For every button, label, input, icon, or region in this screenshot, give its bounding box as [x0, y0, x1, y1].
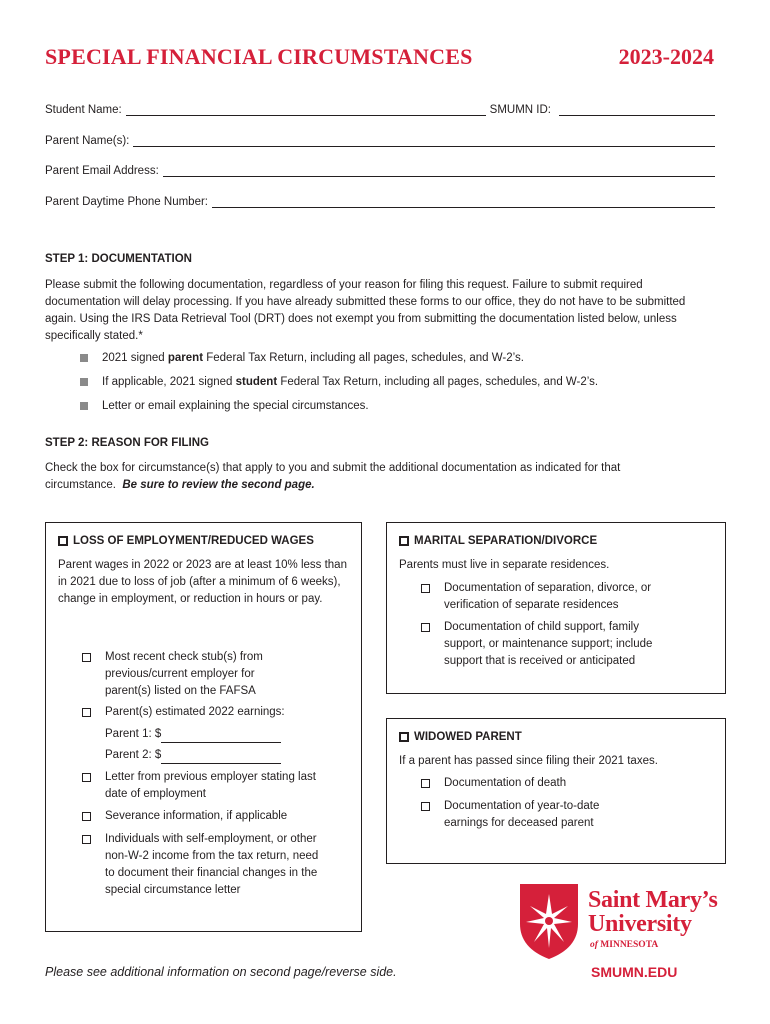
checkbox[interactable] [82, 773, 91, 782]
marital-checkbox[interactable] [399, 536, 409, 546]
checkbox[interactable] [421, 623, 430, 632]
widowed-title: WIDOWED PARENT [414, 731, 522, 743]
checkbox[interactable] [421, 584, 430, 593]
employment-box [45, 522, 362, 932]
marital-title: MARITAL SEPARATION/DIVORCE [414, 535, 598, 547]
step1-item: 2021 signed parent Federal Tax Return, including all pages, schedules, and W-2’s. [80, 352, 524, 364]
shield-star-icon [518, 882, 580, 960]
footer-note: Please see additional information on second page/reverse side. [45, 965, 397, 979]
checkbox[interactable] [421, 779, 430, 788]
website-link[interactable]: SMUMN.EDU [591, 964, 678, 980]
square-bullet-icon [80, 354, 88, 362]
parent-names-row [45, 134, 715, 147]
student-name-field[interactable] [126, 103, 486, 116]
parent-email-row [45, 164, 715, 177]
parent-email-label: Parent Email Address: [45, 165, 159, 177]
step2-emphasis: Be sure to review the second page. [122, 479, 315, 491]
employment-title: LOSS OF EMPLOYMENT/REDUCED WAGES [73, 535, 314, 547]
student-name-label: Student Name: [45, 104, 122, 116]
employment-item: Letter from previous employer stating last date of employment [82, 769, 322, 803]
step2-paragraph: Check the box for circumstance(s) that apply to you and submit the additional documentation as indicated for that circumstance. Be sure to review the second page. [45, 462, 621, 491]
parent-phone-field[interactable] [212, 195, 715, 208]
parent2-amount-field[interactable] [161, 751, 281, 764]
step1-item: If applicable, 2021 signed student Federal Tax Return, including all pages, schedules, and W-2’s. [80, 376, 598, 388]
checkbox[interactable] [82, 653, 91, 662]
page-title: SPECIAL FINANCIAL CIRCUMSTANCES [45, 44, 473, 69]
employment-checkbox[interactable] [58, 536, 68, 546]
marital-item: Documentation of separation, divorce, or verification of separate residences [421, 580, 681, 614]
employment-item: Individuals with self-employment, or other non-W-2 income from the tax return, need to document their financial changes in the special circumstance letter [82, 831, 327, 899]
checkbox[interactable] [82, 708, 91, 717]
parent1-earnings: Parent 1: $ [105, 726, 281, 743]
student-info-row [45, 103, 715, 116]
widowed-description: If a parent has passed since filing their 2021 taxes. [399, 755, 658, 767]
checkbox[interactable] [421, 802, 430, 811]
marital-item: Documentation of child support, family support, or maintenance support; include support that is received or anticipated [421, 619, 671, 670]
step1-paragraph: Please submit the following documentation, regardless of your reason for filing this request. Failure to submit required documentation will delay processing. If you have already submitted these forms to our office, they do not have to be submitted again. Using the IRS Data Retrieval Tool (DRT) does not exempt you from submitting the documentation listed below, unless specifically stated.* [45, 279, 686, 342]
checkbox[interactable] [82, 812, 91, 821]
widowed-checkbox[interactable] [399, 732, 409, 742]
square-bullet-icon [80, 378, 88, 386]
marital-box [386, 522, 726, 694]
smumn-id-label: SMUMN ID: [489, 104, 551, 116]
step1-heading: STEP 1: DOCUMENTATION [45, 253, 192, 265]
parent-phone-label: Parent Daytime Phone Number: [45, 196, 208, 208]
parent-names-field[interactable] [133, 134, 715, 147]
step2-heading: STEP 2: REASON FOR FILING [45, 437, 209, 449]
square-bullet-icon [80, 402, 88, 410]
checkbox[interactable] [82, 835, 91, 844]
university-logo [518, 880, 738, 960]
parent1-amount-field[interactable] [161, 730, 281, 743]
widowed-item: Documentation of death [421, 775, 681, 792]
logo-line2: University [588, 911, 692, 937]
employment-item: Parent(s) estimated 2022 earnings: [82, 704, 342, 721]
academic-year: 2023-2024 [618, 44, 714, 69]
parent-names-label: Parent Name(s): [45, 135, 130, 147]
employment-description: Parent wages in 2022 or 2023 are at least 10% less than in 2021 due to loss of job (after a minimum of 6 weeks), change in employment, or reduction in hours or pay. [58, 559, 347, 605]
widowed-box [386, 718, 726, 864]
parent-phone-row [45, 195, 715, 208]
marital-description: Parents must live in separate residences. [399, 559, 610, 571]
parent-email-field[interactable] [163, 164, 715, 177]
employment-item: Most recent check stub(s) from previous/current employer for parent(s) listed on the FAFSA [82, 649, 292, 700]
step1-item: Letter or email explaining the special circumstances. [80, 400, 369, 412]
parent2-earnings: Parent 2: $ [105, 747, 281, 764]
logo-line1: Saint Mary’s [588, 887, 718, 913]
widowed-item: Documentation of year-to-date earnings for deceased parent [421, 798, 631, 832]
logo-sub: of MINNESOTA [590, 940, 659, 950]
employment-item: Severance information, if applicable [82, 808, 342, 825]
smumn-id-field[interactable] [559, 103, 715, 116]
